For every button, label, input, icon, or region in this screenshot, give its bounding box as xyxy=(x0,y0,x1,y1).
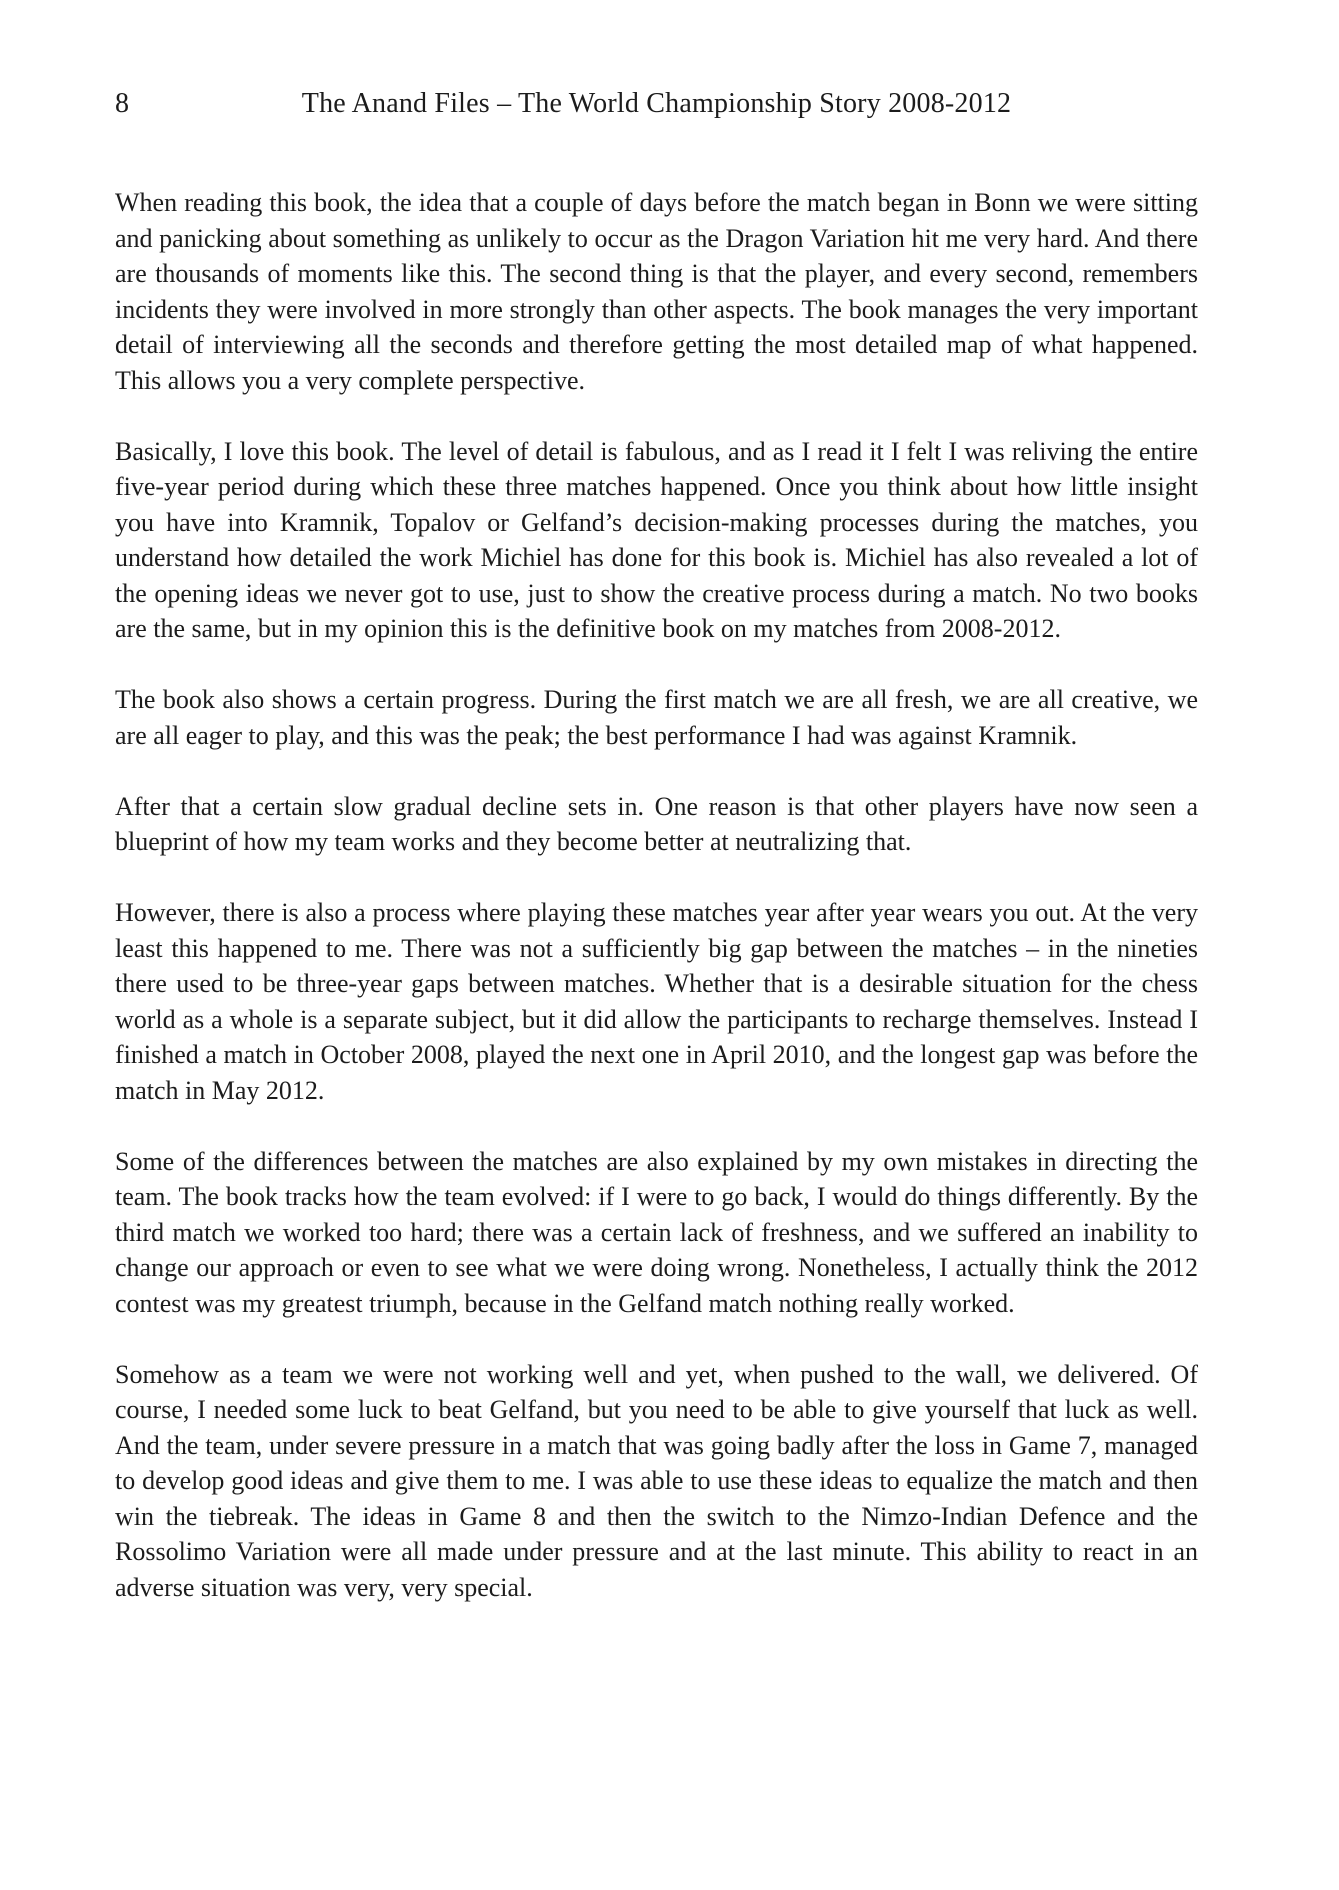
paragraph: However, there is also a process where playing these matches year after year wears you out. At the very least this happened to me. There was not a sufficiently big gap between the matches – in the nineties there used to be three-year gaps between matches. Whether that is a desirable situation for the chess world as a whole is a separate subject, but it did allow the participants to recharge themselves. Instead I finished a match in October 2008, played the next one in April 2010, and the longest gap was before the match in May 2012. xyxy=(115,898,1198,1105)
paragraph: Basically, I love this book. The level of detail is fabulous, and as I read it I felt I was reliving the entire five-year period during which these three matches happened. Once you think about how little insight you have into Kramnik, Topalov or Gelfand’s decision-making processes during the matches, you understand how detailed the work Michiel has done for this book is. Michiel has also revealed a lot of the opening ideas we never got to use, just to show the creative process during a match. No two books are the same, but in my opinion this is the definitive book on my matches from 2008-2012. xyxy=(115,436,1198,643)
paragraph: Some of the differences between the matches are also explained by my own mistakes in directing the team. The book tracks how the team evolved: if I were to go back, I would do things differently. By the third match we worked too hard; there was a certain lack of freshness, and we suffered an inability to change our approach or even to see what we were doing wrong. Nonetheless, I actually think the 2012 contest was my greatest triumph, because in the Gelfand match nothing really worked. xyxy=(115,1146,1198,1318)
page-content xyxy=(115,88,1198,1605)
paragraph: The book also shows a certain progress. During the first match we are all fresh, we are all creative, we are all eager to play, and this was the peak; the best performance I had was against Kramnik. xyxy=(115,685,1198,750)
running-head-title: The Anand Files – The World Championship Story 2008-2012 xyxy=(301,88,1012,119)
body-text xyxy=(115,185,1198,1605)
paragraph: Somehow as a team we were not working well and yet, when pushed to the wall, we delivered. Of course, I needed some luck to beat Gelfand, but you need to be able to give yourself that luck as well. And the team, under severe pressure in a match that was going badly after the loss in Game 7, managed to develop good ideas and give them to me. I was able to use these ideas to equalize the match and then win the tiebreak. The ideas in Game 8 and then the switch to the Nimzo-Indian Defence and the Rossolimo Variation were all made under pressure and at the last minute. This ability to react in an adverse situation was very, very special. xyxy=(115,1359,1198,1602)
page-number: 8 xyxy=(115,88,129,119)
paragraph: After that a certain slow gradual decline sets in. One reason is that other players have now seen a blueprint of how my team works and they become better at neutralizing that. xyxy=(115,791,1198,856)
paragraph: When reading this book, the idea that a couple of days before the match began in Bonn we were sitting and panicking about something as unlikely to occur as the Dragon Variation hit me very hard. And there are thousands of moments like this. The second thing is that the player, and every second, remembers incidents they were involved in more strongly than other aspects. The book manages the very important detail of interviewing all the seconds and therefore getting the most detailed map of what happened. This allows you a very complete perspective. xyxy=(115,188,1198,395)
page-header xyxy=(115,88,1198,120)
